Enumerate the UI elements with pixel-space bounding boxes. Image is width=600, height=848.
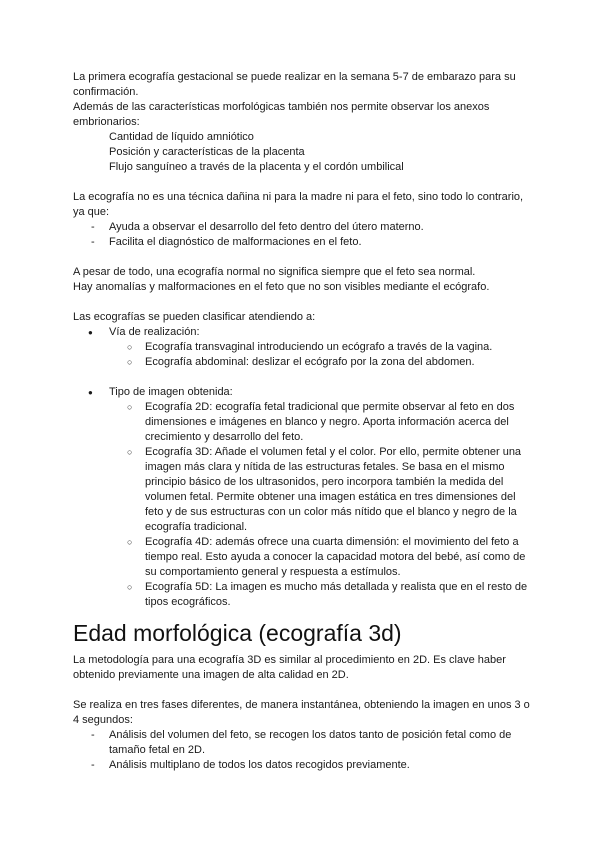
paragraph-anomalies: Hay anomalías y malformaciones en el feto que no son visibles mediante el ecógrafo.: [73, 281, 490, 293]
tipo-item: ○ Ecografía 2D: ecografía fetal tradicional que permite observar al feto en dos dimensiones e imágenes en blanco y negro. Aporta información acerca del crecimiento y desarrollo del feto.: [109, 400, 533, 445]
phases-list: [73, 728, 533, 773]
advantages-item: - Ayuda a observar el desarrollo del feto dentro del útero materno.: [73, 220, 533, 235]
paragraph-safety: La ecografía no es una técnica dañina ni para la madre ni para el feto, sino todo lo contrario, ya que:: [73, 191, 524, 218]
tipo-sublist: [109, 400, 533, 610]
anexos-item: Cantidad de líquido amniótico: [109, 131, 254, 143]
section-heading: Edad morfológica (ecografía 3d): [73, 620, 402, 646]
intro-section: [73, 70, 533, 610]
tipo-item: ○ Ecografía 4D: además ofrece una cuarta dimensión: el movimiento del feto a tiempo real. Esto ayuda a conocer la capacidad motora del bebé, así como de su comportamiento general y respuesta a estímulos.: [109, 535, 533, 580]
paragraph-first-ultrasound: La primera ecografía gestacional se puede realizar en la semana 5-7 de embarazo para su confirmación.: [73, 71, 516, 98]
morphology-body: [73, 653, 533, 773]
paragraph-classification: Las ecografías se pueden clasificar atendiendo a:: [73, 311, 316, 323]
via-item: ○ Ecografía transvaginal introduciendo un ecógrafo a través de la vagina.: [109, 340, 533, 355]
via-item: ○ Ecografía abdominal: deslizar el ecógrafo por la zona del abdomen.: [109, 355, 533, 370]
advantages-item: - Facilita el diagnóstico de malformaciones en el feto.: [73, 235, 533, 250]
morphology-section: [73, 619, 533, 647]
via-sublist: [109, 340, 533, 370]
paragraph-anexos-intro: Además de las características morfológicas también nos permite observar los anexos embrionarios:: [73, 101, 490, 128]
classification-item-via: [73, 325, 533, 370]
paragraph-normal-warning: A pesar de todo, una ecografía normal no significa siempre que el feto sea normal.: [73, 266, 476, 278]
tipo-label: Tipo de imagen obtenida:: [109, 386, 233, 398]
anexos-item: Flujo sanguíneo a través de la placenta y el cordón umbilical: [109, 161, 404, 173]
anexos-item: Posición y características de la placenta: [109, 146, 305, 158]
tipo-item: ○ Ecografía 5D: La imagen es mucho más detallada y realista que en el resto de tipos ecográficos.: [109, 580, 533, 610]
via-label: Vía de realización:: [109, 326, 200, 338]
phases-item: - Análisis multiplano de todos los datos recogidos previamente.: [73, 758, 533, 773]
tipo-item: ○ Ecografía 3D: Añade el volumen fetal y el color. Por ello, permite obtener una imagen más clara y nítida de las estructuras fetales. Se basa en el mismo principio básico de los ultrasonidos, pero incorpora también la medida del volumen fetal. Permite obtener una imagen estática en tres dimensiones del feto y de sus estructuras con un color más nítido que el blanco y negro de la ecografía tradicional.: [109, 445, 533, 535]
advantages-list: [73, 220, 533, 250]
paragraph-phases: Se realiza en tres fases diferentes, de manera instantánea, obteniendo la imagen en unos 3 o 4 segundos:: [73, 699, 530, 726]
classification-item-tipo: [73, 385, 533, 610]
paragraph-methodology: La metodología para una ecografía 3D es similar al procedimiento en 2D. Es clave haber obtenido previamente una imagen de alta calidad en 2D.: [73, 654, 506, 681]
classification-list: [73, 325, 533, 610]
phases-item: - Análisis del volumen del feto, se recogen los datos tanto de posición fetal como de tamaño fetal en 2D.: [73, 728, 533, 758]
anexos-list: [73, 130, 533, 175]
